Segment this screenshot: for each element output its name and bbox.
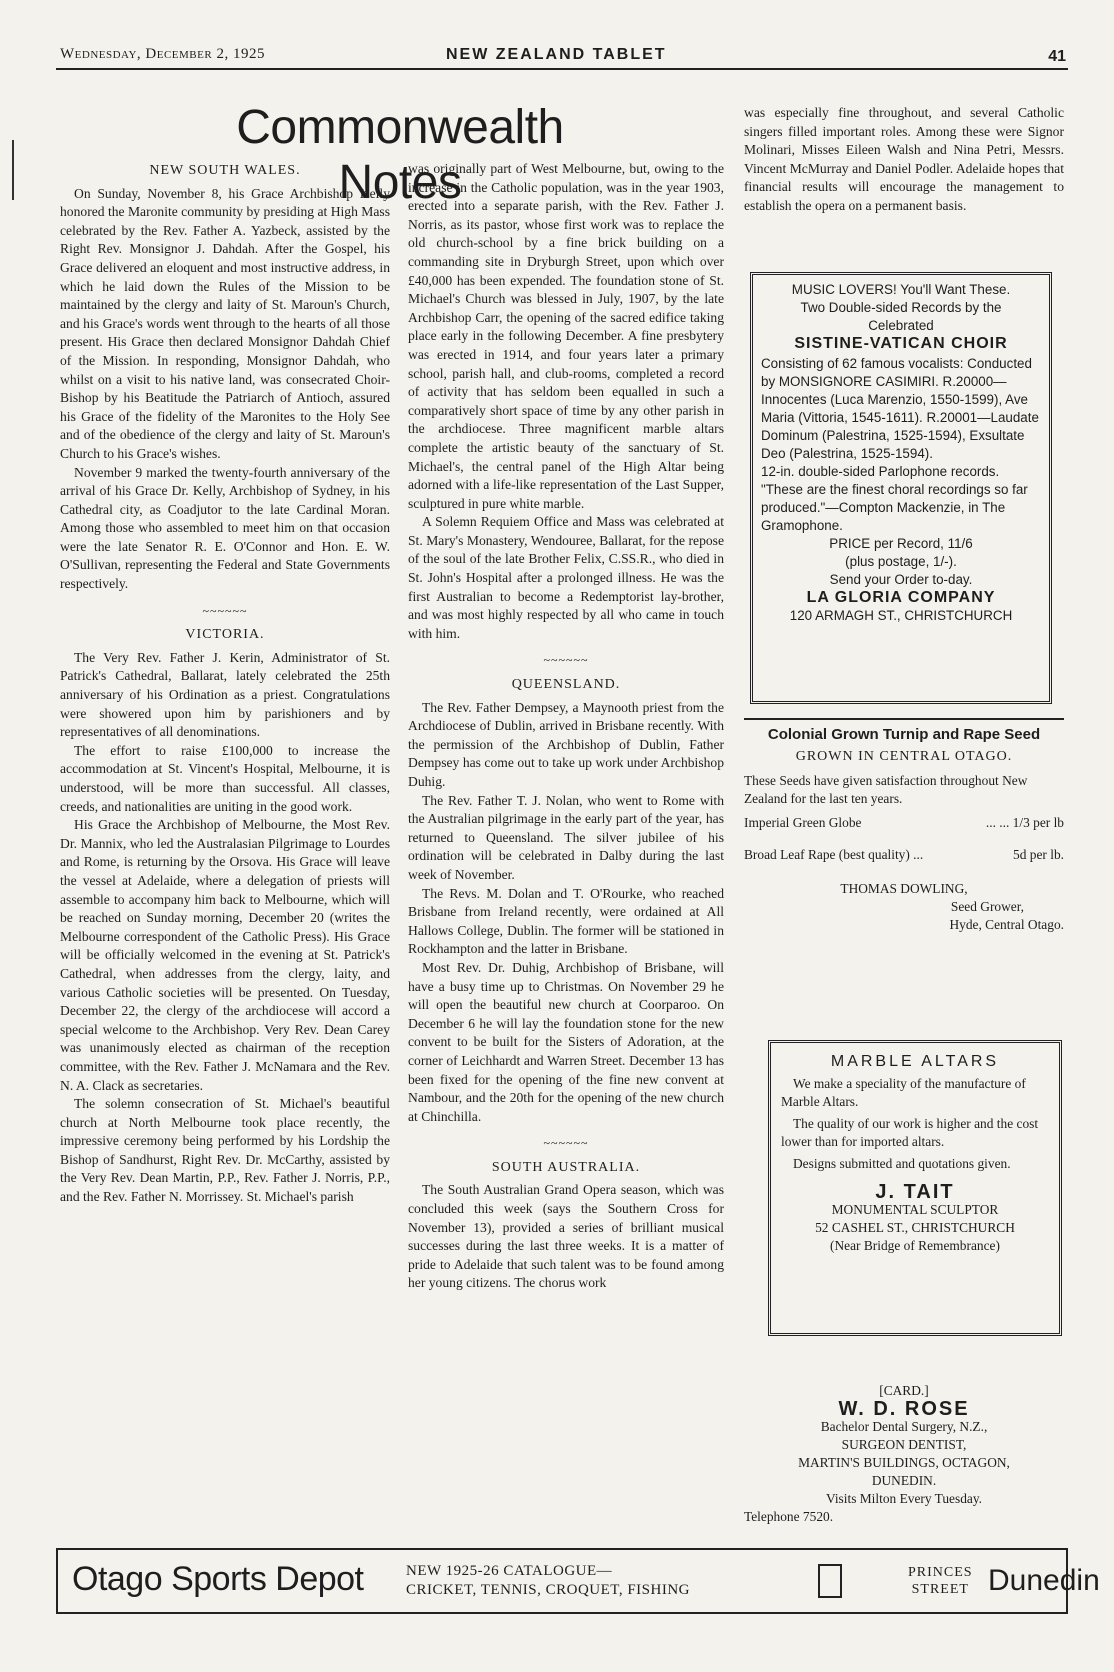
- seller-role: Seed Grower,: [950, 899, 1024, 914]
- article-paragraph: was especially fine throughout, and several Catholic singers filled important roles. Among these were Signor Molinari, Misses Eileen Walsh and Nina Petri, Messrs. Vincent McMurray and Daniel Podler. Adelaide hopes that financial results will encourage the management to establish the opera on a permanent basis.: [744, 105, 1064, 213]
- street-line: STREET: [911, 1582, 969, 1597]
- dentist-visits: Visits Milton Every Tuesday.: [825, 1491, 983, 1506]
- sculptor-address: 52 CASHEL ST., CHRISTCHURCH: [815, 1220, 1015, 1235]
- sculptor-name: J. TAIT: [875, 1181, 955, 1203]
- ad-line: Celebrated: [868, 318, 934, 333]
- street-line: PRINCES: [908, 1565, 973, 1580]
- page-title: Commonwealth Notes: [236, 101, 564, 209]
- ornament-divider: ~~~~~~: [543, 1136, 589, 1151]
- marble-title: MARBLE ALTARS: [830, 1053, 1000, 1070]
- price-row: [744, 846, 1064, 864]
- ad-line: Two Double-sided Records by the: [800, 300, 1002, 315]
- ad-line: (plus postage, 1/-).: [845, 554, 957, 569]
- article-paragraph: His Grace the Archbishop of Melbourne, the Most Rev. Dr. Mannix, who led the Australasian Pilgrimage to Lourdes and Rome, is returning by the Orsova. His Grace will leave the vessel at Adelaide, where a delegation of priests will assemble to accompany him back to Melbourne, which will be reached on Sunday morning, December 20 (writes the Melbourne correspondent of the Catholic Press). His Grace will be officially welcomed in the evening at St. Patrick's Cathedral, when addresses from the clergy, laity, and various Catholic societies will be presented. On Tuesday, December 22, the clergy of the archdiocese will accord a special welcome to the Archbishop. Very Rev. Dean Carey was unanimously elected as chairman of the reception committee, with the Rev. Father J. McNamara and the Rev. N. A. Clack as secretaries.: [60, 817, 390, 1093]
- sculptor-note: (Near Bridge of Remembrance): [830, 1238, 1000, 1253]
- company-name: LA GLORIA COMPANY: [806, 589, 996, 606]
- footer-brand: Otago Sports Depot: [72, 1560, 364, 1598]
- section-heading-nsw: NEW SOUTH WALES.: [149, 163, 301, 178]
- ad-line: Send your Order to-day.: [829, 572, 973, 587]
- article-paragraph: A Solemn Requiem Office and Mass was celebrated at St. Mary's Monastery, Wendouree, Ballarat, for the repose of the soul of the late Brother Felix, C.SS.R., who died in St. John's Hospital after a prolonged illness. He was the first Australian to become a Redemptorist lay-brother, and was most highly respected by all who came in touch with him.: [408, 514, 724, 641]
- dentist-name: W. D. ROSE: [838, 1398, 970, 1420]
- item-price: 5d per lb.: [1013, 847, 1064, 862]
- footer-catalogue: [406, 1562, 690, 1600]
- dentist-city: DUNEDIN.: [871, 1473, 937, 1488]
- article-paragraph: The South Australian Grand Opera season, which was concluded this week (says the Southern Cross for November 13), provided a series of brilliant musical successes during the last three weeks. It is a matter of pride to Adelaide that such talent was to be found among her young citizens. The chorus work: [408, 1182, 724, 1291]
- header-title: NEW ZEALAND TABLET: [446, 46, 667, 63]
- music-advertisement: [750, 272, 1052, 704]
- seed-subtitle: GROWN IN CENTRAL OTAGO.: [795, 749, 1013, 764]
- item-name: Broad Leaf Rape (best quality) ...: [744, 847, 924, 862]
- ad-price: PRICE per Record, 11/6: [829, 536, 973, 551]
- page-number: 41: [1048, 48, 1066, 65]
- section-heading-south-australia: SOUTH AUSTRALIA.: [491, 1159, 641, 1175]
- seed-advertisement: [744, 718, 1064, 934]
- article-paragraph: The Revs. M. Dolan and T. O'Rourke, who reached Brisbane from Ireland recently, were ordained at All Hallows College, Dublin. The former will be stationed in Rockhampton and the latter in Brisbane.: [408, 885, 724, 957]
- column-1: [60, 160, 390, 1207]
- seller-location: Hyde, Central Otago.: [949, 917, 1064, 932]
- item-name: Imperial Green Globe: [744, 815, 862, 830]
- marble-text: Designs submitted and quotations given.: [793, 1156, 1011, 1171]
- ad-line: 12-in. double-sided Parlophone records.: [761, 464, 1000, 479]
- article-paragraph: November 9 marked the twenty-fourth anniversary of the arrival of his Grace Dr. Kelly, Archbishop of Sydney, in his Cathedral city, as Coadjutor to the late Cardinal Moran. Among those who assembled to meet him on that occasion were the late Senator R. E. O'Connor and Hon. E. W. O'Sullivan, representing the Federal and State Governments respectively.: [60, 464, 390, 592]
- footer-box: [818, 1564, 842, 1598]
- article-paragraph: On Sunday, November 8, his Grace Archbishop Kelly honored the Maronite community by presiding at High Mass celebrated by the Rev. Father A. Yazbeck, assisted by the Right Rev. Monsignor J. Dahdah. After the Gospel, his Grace delivered an eloquent and most instructive address, in which he laid down the Rules of the Mission to be maintained by the clergy and laity of St. Maroun's Church, and his Grace's words went through to the hearts of all those present. His Grace then declared Monsignor Dahdah Chief of the Mission. In responding, Monsignor Dahdah, who whilst on a visit to his native land, was consecrated Choir-Bishop by his Beatitude the Patriarch of Antioch, assured his Grace of the fidelity of the Maronites to the Holy See and of the obedience of the clergy and laity of St. Maroun's Church to his Grace's wishes.: [60, 185, 390, 461]
- margin-mark: [12, 140, 14, 200]
- price-row: [744, 814, 1064, 832]
- article-paragraph: The effort to raise £100,000 to increase the accommodation at St. Vincent's Hospital, Melbourne, it is understood, will be more than successful. All classes, creeds, and nationalities are uniting in the good work.: [60, 742, 390, 814]
- company-address: 120 ARMAGH ST., CHRISTCHURCH: [789, 608, 1013, 623]
- section-heading-queensland: QUEENSLAND.: [511, 677, 621, 693]
- marble-text: The quality of our work is higher and the cost lower than for imported altars.: [781, 1116, 1039, 1149]
- seed-title: Colonial Grown Turnip and Rape Seed: [744, 718, 1064, 744]
- marble-text: We make a speciality of the manufacture of Marble Altars.: [781, 1076, 1026, 1109]
- page-header: [56, 44, 1068, 70]
- dentist-role: SURGEON DENTIST,: [841, 1437, 967, 1452]
- choir-name: SISTINE-VATICAN CHOIR: [794, 335, 1008, 352]
- ad-line: MUSIC LOVERS! You'll Want These.: [791, 282, 1011, 297]
- marble-advertisement: [768, 1040, 1062, 1336]
- article-paragraph: Most Rev. Dr. Duhig, Archbishop of Brisbane, will have a busy time up to Christmas. On November 29 he will open the beautiful new church at Coorparoo. On December 6 he will lay the foundation stone for the new convent to be built for the Sisters of Adoration, at the corner of Leichhardt and Warren Street. December 13 has been fixed for the opening of the fine new convent at Nambour, and the 20th for the opening of the new church at Chinchilla.: [408, 959, 724, 1124]
- article-paragraph: The Rev. Father Dempsey, a Maynooth priest from the Archdiocese of Dublin, arrived in Brisbane recently. With the permission of the Archbishop of Dublin, Father Dempsey has come out to take up work under Archbishop Duhig.: [408, 699, 724, 789]
- ad-quote: "These are the finest choral recordings so far produced."—Compton Mackenzie, in The Gramophone.: [761, 482, 1028, 533]
- sculptor-role: MONUMENTAL SCULPTOR: [831, 1202, 999, 1217]
- item-price: ... ... 1/3 per lb: [985, 815, 1064, 830]
- article-paragraph: The Very Rev. Father J. Kerin, Administrator of St. Patrick's Cathedral, Ballarat, lately celebrated the 25th anniversary of his Ordination as a priest. Congratulations were showered upon him by parishioners and by representatives of all denominations.: [60, 649, 390, 740]
- catalogue-line: NEW 1925-26 CATALOGUE—: [406, 1563, 613, 1579]
- header-date: Wednesday, December 2, 1925: [60, 46, 265, 62]
- article-paragraph: The Rev. Father T. J. Nolan, who went to Rome with the Australian pilgrimage in the early part of the year, has returned to Queensland. The silver jubilee of his ordination will be celebrated in Dalby during the last week of November.: [408, 792, 724, 882]
- ad-body: Consisting of 62 famous vocalists: Conducted by MONSIGNORE CASIMIRI. R.20000—Innocentes (Luca Marenzio, 1550-1599), Ave Maria (Vittoria, 1545-1611). R.20001—Laudate Dominum (Palestrina, 1525-1594), Exsultate Deo (Palestrina, 1525-1594).: [761, 356, 1039, 461]
- seller-name: THOMAS DOWLING,: [840, 881, 968, 896]
- dentist-building: MARTIN'S BUILDINGS, OCTAGON,: [798, 1455, 1010, 1470]
- footer-street: [908, 1564, 973, 1598]
- section-heading-victoria: VICTORIA.: [185, 627, 265, 643]
- dentist-card: [744, 1382, 1064, 1526]
- seed-text: These Seeds have given satisfaction throughout New Zealand for the last ten years.: [744, 773, 1028, 806]
- column-2: [408, 160, 724, 1293]
- dentist-degree: Bachelor Dental Surgery, N.Z.,: [820, 1419, 988, 1434]
- card-label: [CARD.]: [879, 1383, 929, 1398]
- dentist-phone: Telephone 7520.: [744, 1509, 834, 1524]
- footer-advertisement: [56, 1548, 1100, 1614]
- ornament-divider: ~~~~~~: [202, 603, 248, 618]
- ornament-divider: ~~~~~~: [543, 653, 589, 668]
- article-paragraph: was originally part of West Melbourne, but, owing to the increase in the Catholic population, was in the year 1903, erected into a separate parish, with the Rev. Father J. Norris, as its pastor, whose first work was to replace the old church-school by a fine brick building on a commanding site in Dryburgh Street, upon which over £40,000 has been expended. The foundation stone of St. Michael's Church was blessed in July, 1907, by the late Archbishop Carr, the opening of the sacred edifice taking place early in the following December. A fine presbytery was erected in 1914, and four years later a primary school, parish hall, and club-rooms, completed a record of activity that has seldom been equalled in such a comparatively short space of time by any other parish in the archdiocese. Three magnificent marble altars complete the artistic beauty of the sanctuary of St. Michael's, the central panel of the High Altar being adorned with a life-like representation of the Last Supper, sculptured in pure white marble.: [408, 161, 724, 511]
- footer-city: Dunedin: [988, 1564, 1100, 1597]
- catalogue-sports: CRICKET, TENNIS, CROQUET, FISHING: [406, 1582, 691, 1598]
- column-3: [744, 104, 1064, 216]
- article-paragraph: The solemn consecration of St. Michael's beautiful church at North Melbourne took place recently, the impressive ceremony being performed by his Lordship the Bishop of Sandhurst, Right Rev. Dr. McCarthy, assisted by the Very Rev. Dean Martin, P.P., Rev. Father J. Norris, P.P., and the Rev. Father N. Morrissey. St. Michael's parish: [60, 1096, 390, 1205]
